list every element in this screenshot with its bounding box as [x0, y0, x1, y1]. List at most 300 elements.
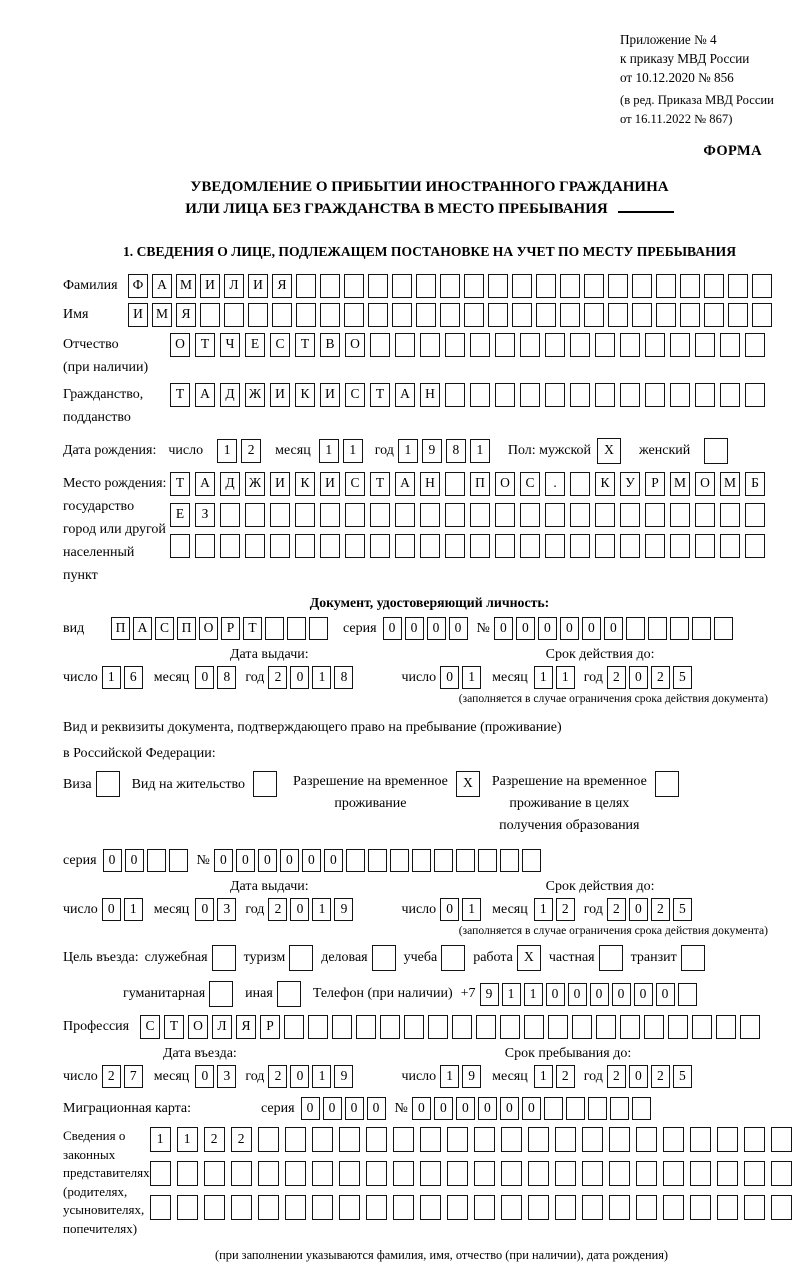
residence-issue-month-cell[interactable]: 0	[195, 898, 214, 921]
surname-cell[interactable]	[680, 274, 700, 298]
representatives-cell[interactable]	[501, 1195, 522, 1220]
representatives-cell[interactable]	[771, 1161, 792, 1186]
migration-number-cell[interactable]: 0	[456, 1097, 475, 1120]
representatives-cell[interactable]	[420, 1127, 441, 1152]
birth-place-cell[interactable]: М	[670, 472, 690, 496]
residence-number-cell[interactable]	[522, 849, 541, 872]
birth-month-cell[interactable]: 1	[319, 439, 339, 463]
birth-place-cell[interactable]: Б	[745, 472, 765, 496]
birth-place-cell[interactable]: О	[695, 472, 715, 496]
doc-kind-cell[interactable]: Т	[243, 617, 262, 640]
phone-cell[interactable]	[678, 983, 697, 1006]
representatives-cell[interactable]: 2	[231, 1127, 252, 1152]
birth-place-cell[interactable]	[570, 472, 590, 496]
representatives-cell[interactable]	[744, 1195, 765, 1220]
birth-place-cell[interactable]: У	[620, 472, 640, 496]
phone-cell[interactable]: 9	[480, 983, 499, 1006]
residence-issue-month-cell[interactable]: 3	[217, 898, 236, 921]
birth-place-cell[interactable]	[745, 503, 765, 527]
birth-place-cell[interactable]	[720, 534, 740, 558]
given-name-cell[interactable]	[728, 303, 748, 327]
phone-cell[interactable]: 0	[656, 983, 675, 1006]
birth-place-cell[interactable]	[595, 503, 615, 527]
given-name-cell[interactable]	[608, 303, 628, 327]
migration-number-cell[interactable]	[544, 1097, 563, 1120]
profession-cell[interactable]	[716, 1015, 736, 1039]
citizenship-cell[interactable]: И	[270, 383, 290, 407]
representatives-cell[interactable]	[312, 1161, 333, 1186]
profession-cell[interactable]	[620, 1015, 640, 1039]
representatives-cell[interactable]	[555, 1195, 576, 1220]
surname-cell[interactable]	[440, 274, 460, 298]
doc-issue-year-cell[interactable]: 1	[312, 666, 331, 689]
citizenship-cell[interactable]	[445, 383, 465, 407]
birth-place-cell[interactable]	[495, 534, 515, 558]
surname-cell[interactable]	[656, 274, 676, 298]
visa-cell[interactable]	[96, 771, 120, 797]
doc-issue-year-cell[interactable]: 0	[290, 666, 309, 689]
doc-valid-month-cell[interactable]: 1	[534, 666, 553, 689]
residence-valid-year-cell[interactable]: 0	[629, 898, 648, 921]
purpose-official-cell[interactable]	[212, 945, 236, 971]
entry-year-cell[interactable]: 2	[268, 1065, 287, 1088]
residence-number-cell[interactable]	[390, 849, 409, 872]
representatives-cell[interactable]	[636, 1161, 657, 1186]
birth-place-cell[interactable]	[345, 534, 365, 558]
given-name-cell[interactable]	[296, 303, 316, 327]
patronymic-cell[interactable]	[545, 333, 565, 357]
birth-place-cell[interactable]: С	[345, 472, 365, 496]
profession-cell[interactable]: О	[188, 1015, 208, 1039]
doc-number-cell[interactable]: 0	[582, 617, 601, 640]
purpose-humanitarian-cell[interactable]	[209, 981, 233, 1007]
birth-place-cell[interactable]	[470, 534, 490, 558]
citizenship-cell[interactable]	[695, 383, 715, 407]
representatives-cell[interactable]	[744, 1127, 765, 1152]
birth-place-cell[interactable]	[295, 534, 315, 558]
citizenship-cell[interactable]	[645, 383, 665, 407]
citizenship-cell[interactable]: Д	[220, 383, 240, 407]
surname-cell[interactable]	[512, 274, 532, 298]
patronymic-cell[interactable]	[595, 333, 615, 357]
purpose-private-cell[interactable]	[599, 945, 623, 971]
representatives-cell[interactable]	[717, 1127, 738, 1152]
given-name-cell[interactable]	[488, 303, 508, 327]
birth-place-cell[interactable]: А	[395, 472, 415, 496]
profession-cell[interactable]: Т	[164, 1015, 184, 1039]
birth-place-cell[interactable]	[670, 534, 690, 558]
migration-number-cell[interactable]	[566, 1097, 585, 1120]
doc-issue-month-cell[interactable]: 0	[195, 666, 214, 689]
profession-cell[interactable]: Я	[236, 1015, 256, 1039]
residence-series-cell[interactable]: 0	[103, 849, 122, 872]
representatives-cell[interactable]	[663, 1161, 684, 1186]
profession-cell[interactable]	[380, 1015, 400, 1039]
doc-issue-month-cell[interactable]: 8	[217, 666, 236, 689]
residence-series-cell[interactable]	[147, 849, 166, 872]
doc-number-cell[interactable]	[670, 617, 689, 640]
residence-number-cell[interactable]	[434, 849, 453, 872]
residence-number-cell[interactable]	[346, 849, 365, 872]
birth-place-cell[interactable]	[370, 503, 390, 527]
birth-place-cell[interactable]: Д	[220, 472, 240, 496]
given-name-cell[interactable]	[248, 303, 268, 327]
birth-place-cell[interactable]	[470, 503, 490, 527]
given-name-cell[interactable]	[344, 303, 364, 327]
representatives-cell[interactable]	[447, 1127, 468, 1152]
residence-number-cell[interactable]	[412, 849, 431, 872]
temp-permit-cell[interactable]: X	[456, 771, 480, 797]
doc-number-cell[interactable]: 0	[494, 617, 513, 640]
birth-place-cell[interactable]	[320, 534, 340, 558]
birth-place-cell[interactable]: А	[195, 472, 215, 496]
phone-cell[interactable]: 1	[502, 983, 521, 1006]
representatives-cell[interactable]	[177, 1195, 198, 1220]
birth-place-cell[interactable]	[520, 534, 540, 558]
birth-place-cell[interactable]	[745, 534, 765, 558]
representatives-cell[interactable]	[393, 1195, 414, 1220]
citizenship-cell[interactable]	[720, 383, 740, 407]
doc-valid-day-cell[interactable]: 0	[440, 666, 459, 689]
representatives-cell[interactable]	[177, 1161, 198, 1186]
birth-place-cell[interactable]	[520, 503, 540, 527]
profession-cell[interactable]	[644, 1015, 664, 1039]
given-name-cell[interactable]	[536, 303, 556, 327]
residence-valid-year-cell[interactable]: 5	[673, 898, 692, 921]
representatives-cell[interactable]	[312, 1127, 333, 1152]
residence-valid-month-cell[interactable]: 2	[556, 898, 575, 921]
given-name-cell[interactable]	[200, 303, 220, 327]
birth-place-cell[interactable]	[695, 534, 715, 558]
doc-kind-cell[interactable]: А	[133, 617, 152, 640]
surname-cell[interactable]	[488, 274, 508, 298]
purpose-transit-cell[interactable]	[681, 945, 705, 971]
doc-series-cell[interactable]: 0	[383, 617, 402, 640]
representatives-cell[interactable]	[771, 1127, 792, 1152]
given-name-cell[interactable]	[272, 303, 292, 327]
representatives-cell[interactable]	[744, 1161, 765, 1186]
representatives-cell[interactable]	[366, 1127, 387, 1152]
representatives-cell[interactable]	[582, 1127, 603, 1152]
residence-number-cell[interactable]: 0	[214, 849, 233, 872]
representatives-cell[interactable]	[339, 1161, 360, 1186]
representatives-cell[interactable]	[582, 1161, 603, 1186]
representatives-cell[interactable]	[690, 1127, 711, 1152]
given-name-cell[interactable]	[392, 303, 412, 327]
birth-place-cell[interactable]: М	[720, 472, 740, 496]
residence-series-cell[interactable]	[169, 849, 188, 872]
birth-place-cell[interactable]: Н	[420, 472, 440, 496]
stay-month-cell[interactable]: 2	[556, 1065, 575, 1088]
given-name-cell[interactable]	[224, 303, 244, 327]
birth-place-cell[interactable]	[570, 503, 590, 527]
phone-cell[interactable]: 0	[590, 983, 609, 1006]
representatives-cell[interactable]	[285, 1195, 306, 1220]
given-name-cell[interactable]	[680, 303, 700, 327]
birth-place-cell[interactable]	[570, 534, 590, 558]
birth-place-cell[interactable]	[220, 534, 240, 558]
given-name-cell[interactable]	[416, 303, 436, 327]
representatives-cell[interactable]	[474, 1161, 495, 1186]
profession-cell[interactable]	[740, 1015, 760, 1039]
representatives-cell[interactable]	[204, 1195, 225, 1220]
profession-cell[interactable]	[668, 1015, 688, 1039]
birth-day-cell[interactable]: 2	[241, 439, 261, 463]
doc-issue-year-cell[interactable]: 8	[334, 666, 353, 689]
profession-cell[interactable]	[404, 1015, 424, 1039]
representatives-cell[interactable]	[528, 1195, 549, 1220]
birth-place-cell[interactable]: К	[595, 472, 615, 496]
migration-series-cell[interactable]: 0	[367, 1097, 386, 1120]
citizenship-cell[interactable]	[570, 383, 590, 407]
doc-valid-month-cell[interactable]: 1	[556, 666, 575, 689]
birth-place-cell[interactable]: Т	[370, 472, 390, 496]
representatives-cell[interactable]	[474, 1195, 495, 1220]
birth-place-cell[interactable]	[445, 534, 465, 558]
representatives-cell[interactable]	[339, 1127, 360, 1152]
residence-valid-year-cell[interactable]: 2	[651, 898, 670, 921]
citizenship-cell[interactable]: К	[295, 383, 315, 407]
patronymic-cell[interactable]	[745, 333, 765, 357]
birth-place-cell[interactable]: О	[495, 472, 515, 496]
profession-cell[interactable]: С	[140, 1015, 160, 1039]
residence-valid-year-cell[interactable]: 2	[607, 898, 626, 921]
surname-cell[interactable]: А	[152, 274, 172, 298]
stay-month-cell[interactable]: 1	[534, 1065, 553, 1088]
phone-cell[interactable]: 0	[634, 983, 653, 1006]
patronymic-cell[interactable]	[445, 333, 465, 357]
birth-place-cell[interactable]	[270, 503, 290, 527]
representatives-cell[interactable]	[528, 1127, 549, 1152]
citizenship-cell[interactable]	[520, 383, 540, 407]
doc-number-cell[interactable]: 0	[560, 617, 579, 640]
phone-cell[interactable]: 0	[612, 983, 631, 1006]
citizenship-cell[interactable]: Т	[170, 383, 190, 407]
doc-number-cell[interactable]: 0	[538, 617, 557, 640]
given-name-cell[interactable]	[584, 303, 604, 327]
surname-cell[interactable]: И	[200, 274, 220, 298]
given-name-cell[interactable]	[320, 303, 340, 327]
birth-place-cell[interactable]	[345, 503, 365, 527]
migration-series-cell[interactable]: 0	[301, 1097, 320, 1120]
citizenship-cell[interactable]: А	[395, 383, 415, 407]
doc-issue-day-cell[interactable]: 6	[124, 666, 143, 689]
residence-number-cell[interactable]	[368, 849, 387, 872]
migration-number-cell[interactable]: 0	[434, 1097, 453, 1120]
birth-place-cell[interactable]: Т	[170, 472, 190, 496]
birth-place-cell[interactable]	[320, 503, 340, 527]
representatives-cell[interactable]	[366, 1195, 387, 1220]
representatives-cell[interactable]	[717, 1161, 738, 1186]
given-name-cell[interactable]	[752, 303, 772, 327]
patronymic-cell[interactable]: Т	[195, 333, 215, 357]
doc-kind-cell[interactable]: О	[199, 617, 218, 640]
doc-valid-year-cell[interactable]: 0	[629, 666, 648, 689]
representatives-cell[interactable]	[231, 1161, 252, 1186]
surname-cell[interactable]	[296, 274, 316, 298]
representatives-cell[interactable]	[150, 1195, 171, 1220]
birth-place-cell[interactable]: П	[470, 472, 490, 496]
entry-day-cell[interactable]: 7	[124, 1065, 143, 1088]
birth-place-cell[interactable]	[420, 534, 440, 558]
birth-year-cell[interactable]: 8	[446, 439, 466, 463]
profession-cell[interactable]	[332, 1015, 352, 1039]
surname-cell[interactable]	[368, 274, 388, 298]
birth-place-cell[interactable]	[245, 503, 265, 527]
representatives-cell[interactable]	[717, 1195, 738, 1220]
patronymic-cell[interactable]: Е	[245, 333, 265, 357]
patronymic-cell[interactable]	[520, 333, 540, 357]
representatives-cell[interactable]	[555, 1127, 576, 1152]
surname-cell[interactable]: Ф	[128, 274, 148, 298]
profession-cell[interactable]	[572, 1015, 592, 1039]
surname-cell[interactable]	[728, 274, 748, 298]
entry-year-cell[interactable]: 0	[290, 1065, 309, 1088]
patronymic-cell[interactable]	[570, 333, 590, 357]
representatives-cell[interactable]	[447, 1161, 468, 1186]
doc-number-cell[interactable]: 0	[604, 617, 623, 640]
representatives-cell[interactable]	[474, 1127, 495, 1152]
stay-day-cell[interactable]: 9	[462, 1065, 481, 1088]
residence-number-cell[interactable]: 0	[236, 849, 255, 872]
representatives-cell[interactable]	[609, 1127, 630, 1152]
representatives-cell[interactable]	[609, 1161, 630, 1186]
birth-place-cell[interactable]	[220, 503, 240, 527]
doc-valid-day-cell[interactable]: 1	[462, 666, 481, 689]
doc-kind-cell[interactable]	[309, 617, 328, 640]
entry-month-cell[interactable]: 0	[195, 1065, 214, 1088]
surname-cell[interactable]	[752, 274, 772, 298]
surname-cell[interactable]	[344, 274, 364, 298]
birth-place-cell[interactable]	[170, 534, 190, 558]
doc-kind-cell[interactable]	[265, 617, 284, 640]
birth-place-cell[interactable]	[370, 534, 390, 558]
birth-place-cell[interactable]	[495, 503, 515, 527]
residence-number-cell[interactable]	[456, 849, 475, 872]
birth-place-cell[interactable]	[395, 503, 415, 527]
profession-cell[interactable]	[308, 1015, 328, 1039]
residence-valid-day-cell[interactable]: 1	[462, 898, 481, 921]
given-name-cell[interactable]	[656, 303, 676, 327]
citizenship-cell[interactable]	[545, 383, 565, 407]
patronymic-cell[interactable]: Ч	[220, 333, 240, 357]
surname-cell[interactable]	[608, 274, 628, 298]
birth-place-cell[interactable]: .	[545, 472, 565, 496]
birth-place-cell[interactable]	[445, 503, 465, 527]
birth-place-cell[interactable]: Р	[645, 472, 665, 496]
surname-cell[interactable]	[416, 274, 436, 298]
citizenship-cell[interactable]	[495, 383, 515, 407]
birth-place-cell[interactable]: И	[270, 472, 290, 496]
representatives-cell[interactable]	[555, 1161, 576, 1186]
doc-series-cell[interactable]: 0	[405, 617, 424, 640]
residence-number-cell[interactable]	[500, 849, 519, 872]
birth-place-cell[interactable]: Ж	[245, 472, 265, 496]
profession-cell[interactable]	[596, 1015, 616, 1039]
entry-day-cell[interactable]: 2	[102, 1065, 121, 1088]
birth-place-cell[interactable]	[620, 503, 640, 527]
representatives-cell[interactable]	[258, 1127, 279, 1152]
patronymic-cell[interactable]	[670, 333, 690, 357]
representatives-cell[interactable]	[420, 1195, 441, 1220]
birth-place-cell[interactable]	[395, 534, 415, 558]
profession-cell[interactable]	[452, 1015, 472, 1039]
surname-cell[interactable]	[560, 274, 580, 298]
doc-number-cell[interactable]	[648, 617, 667, 640]
birth-place-cell[interactable]	[545, 534, 565, 558]
citizenship-cell[interactable]	[470, 383, 490, 407]
residence-number-cell[interactable]: 0	[280, 849, 299, 872]
citizenship-cell[interactable]: Ж	[245, 383, 265, 407]
patronymic-cell[interactable]	[495, 333, 515, 357]
patronymic-cell[interactable]	[395, 333, 415, 357]
doc-kind-cell[interactable]: П	[111, 617, 130, 640]
migration-series-cell[interactable]: 0	[345, 1097, 364, 1120]
given-name-cell[interactable]	[440, 303, 460, 327]
representatives-cell[interactable]	[447, 1195, 468, 1220]
migration-number-cell[interactable]: 0	[500, 1097, 519, 1120]
profession-cell[interactable]	[500, 1015, 520, 1039]
representatives-cell[interactable]	[582, 1195, 603, 1220]
stay-year-cell[interactable]: 2	[651, 1065, 670, 1088]
patronymic-cell[interactable]: В	[320, 333, 340, 357]
migration-number-cell[interactable]: 0	[412, 1097, 431, 1120]
purpose-business-cell[interactable]	[372, 945, 396, 971]
representatives-cell[interactable]	[204, 1161, 225, 1186]
birth-place-cell[interactable]	[645, 534, 665, 558]
patronymic-cell[interactable]	[620, 333, 640, 357]
migration-number-cell[interactable]	[632, 1097, 651, 1120]
representatives-cell[interactable]	[150, 1161, 171, 1186]
birth-place-cell[interactable]	[620, 534, 640, 558]
citizenship-cell[interactable]: Т	[370, 383, 390, 407]
phone-cell[interactable]: 0	[568, 983, 587, 1006]
profession-cell[interactable]: Л	[212, 1015, 232, 1039]
doc-number-cell[interactable]	[714, 617, 733, 640]
birth-place-cell[interactable]	[420, 503, 440, 527]
surname-cell[interactable]	[632, 274, 652, 298]
migration-number-cell[interactable]: 0	[478, 1097, 497, 1120]
citizenship-cell[interactable]	[745, 383, 765, 407]
stay-day-cell[interactable]: 1	[440, 1065, 459, 1088]
citizenship-cell[interactable]: А	[195, 383, 215, 407]
birth-place-cell[interactable]	[445, 472, 465, 496]
surname-cell[interactable]	[536, 274, 556, 298]
birth-place-cell[interactable]: К	[295, 472, 315, 496]
representatives-cell[interactable]	[231, 1195, 252, 1220]
birth-place-cell[interactable]: З	[195, 503, 215, 527]
surname-cell[interactable]	[464, 274, 484, 298]
stay-year-cell[interactable]: 5	[673, 1065, 692, 1088]
doc-series-cell[interactable]: 0	[449, 617, 468, 640]
representatives-cell[interactable]: 1	[177, 1127, 198, 1152]
birth-day-cell[interactable]: 1	[217, 439, 237, 463]
birth-place-cell[interactable]	[670, 503, 690, 527]
profession-cell[interactable]	[356, 1015, 376, 1039]
representatives-cell[interactable]	[636, 1127, 657, 1152]
residence-number-cell[interactable]: 0	[324, 849, 343, 872]
patronymic-cell[interactable]	[370, 333, 390, 357]
doc-kind-cell[interactable]	[287, 617, 306, 640]
purpose-other-cell[interactable]	[277, 981, 301, 1007]
doc-number-cell[interactable]	[692, 617, 711, 640]
residence-valid-month-cell[interactable]: 1	[534, 898, 553, 921]
profession-cell[interactable]: Р	[260, 1015, 280, 1039]
given-name-cell[interactable]	[368, 303, 388, 327]
surname-cell[interactable]	[320, 274, 340, 298]
birth-place-cell[interactable]	[295, 503, 315, 527]
representatives-cell[interactable]	[258, 1161, 279, 1186]
